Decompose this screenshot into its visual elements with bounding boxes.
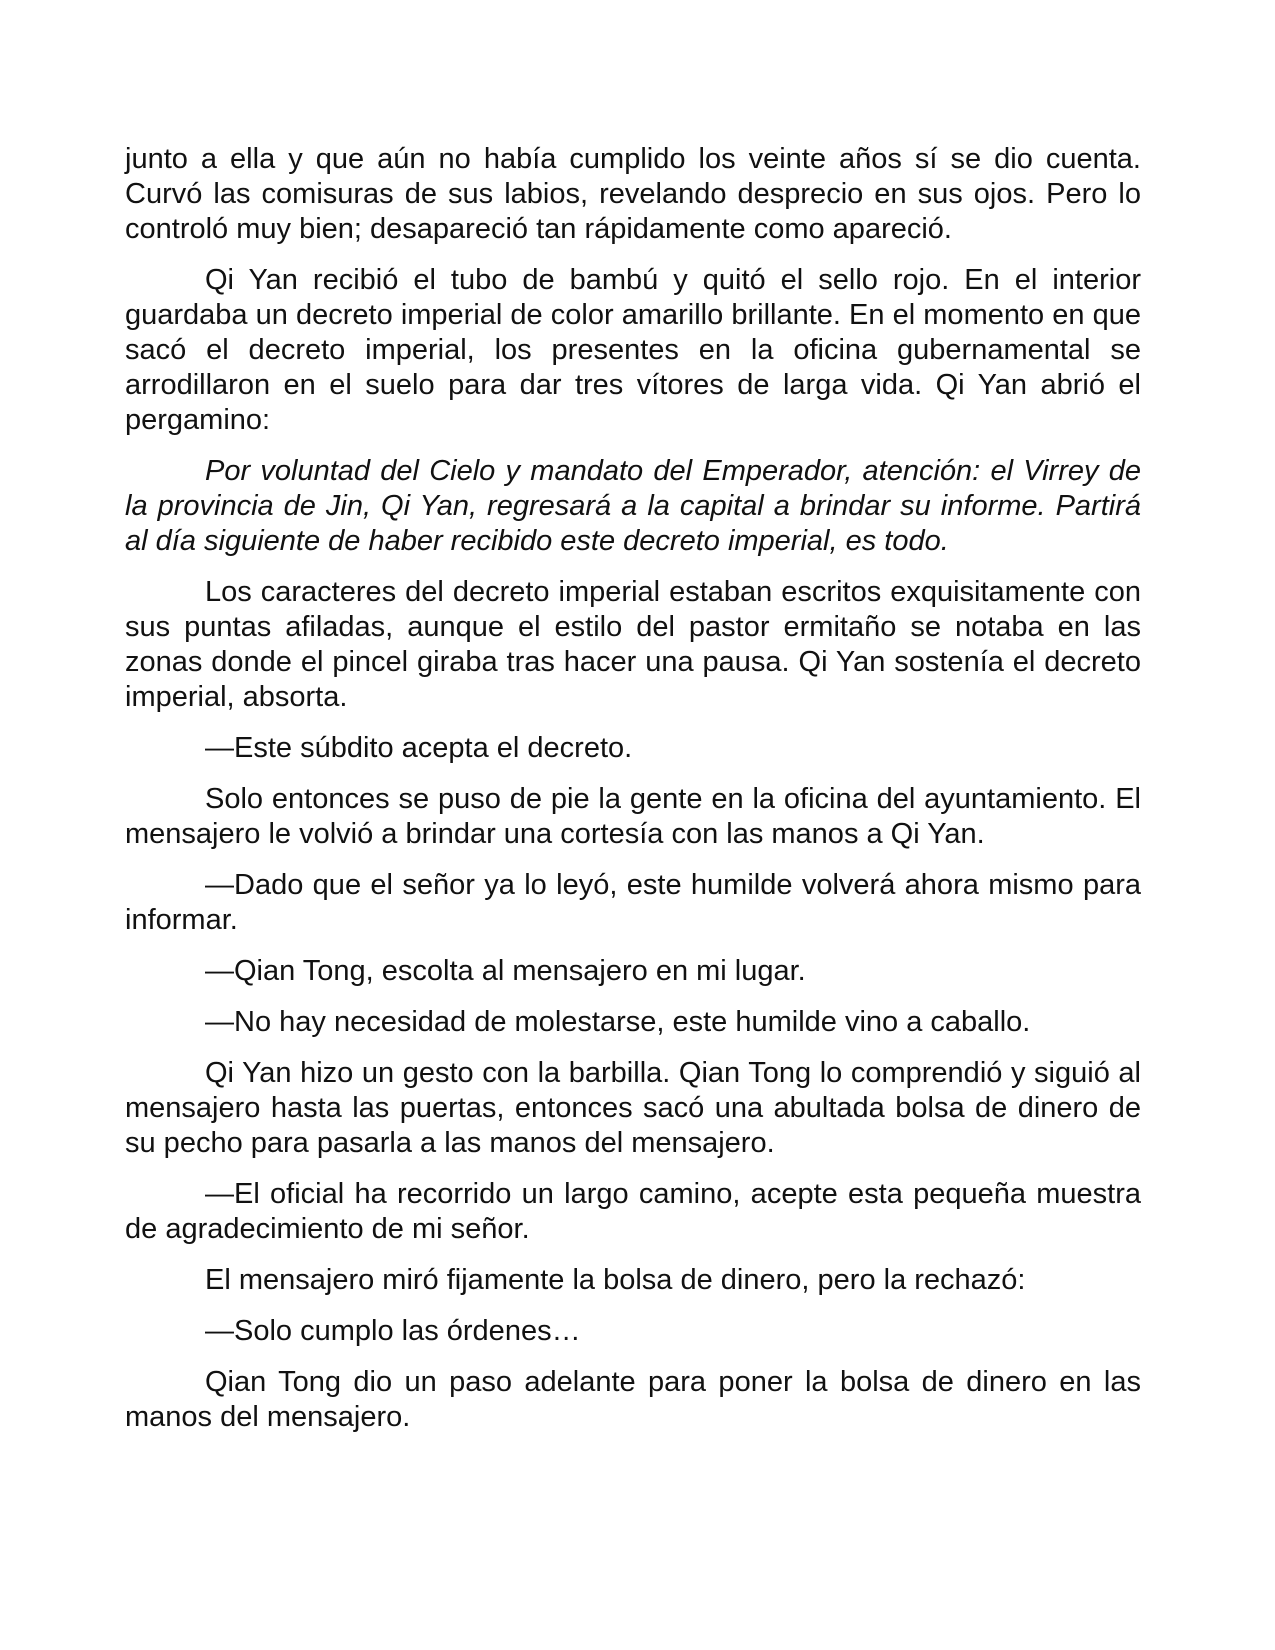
dialogue-line: —Este súbdito acepta el decreto. xyxy=(205,732,633,764)
paragraph-14: Qian Tong dio un paso adelante para poner la bolsa de dinero en las manos del mensajero. xyxy=(125,1366,1141,1433)
paragraph-12: El mensajero miró fijamente la bolsa de dinero, pero la rechazó: xyxy=(205,1264,1026,1296)
paragraph-4: Los caracteres del decreto imperial estaban escritos exquisitamente con sus puntas afiladas, aunque el estilo del pastor ermitaño se notaba en las zonas donde el pincel giraba tras hacer una pausa. Qi Yan sostenía el decreto imperial, absorta. xyxy=(125,576,1141,713)
paragraph-10: Qi Yan hizo un gesto con la barbilla. Qian Tong lo comprendió y siguió al mensajero hasta las puertas, entonces sacó una abultada bolsa de dinero de su pecho para pasarla a las manos del mensajero. xyxy=(125,1057,1141,1159)
document-page xyxy=(125,142,1141,1451)
paragraph-2: Qi Yan recibió el tubo de bambú y quitó el sello rojo. En el interior guardaba un decreto imperial de color amarillo brillante. En el momento en que sacó el decreto imperial, los presentes en la oficina gubernamental se arrodillaron en el suelo para dar tres vítores de larga vida. Qi Yan abrió el pergamino: xyxy=(125,264,1141,436)
decree-text: Por voluntad del Cielo y mandato del Emperador, atención: el Virrey de la provincia de Jin, Qi Yan, regresará a la capital a brindar su informe. Partirá al día siguiente de haber recibido este decreto imperial, es todo. xyxy=(125,455,1141,557)
dialogue-line: —No hay necesidad de molestarse, este humilde vino a caballo. xyxy=(205,1006,1031,1038)
dialogue-line: —Solo cumplo las órdenes… xyxy=(205,1315,581,1347)
dialogue-line: —El oficial ha recorrido un largo camino, acepte esta pequeña muestra de agradecimiento de mi señor. xyxy=(125,1178,1141,1245)
dialogue-line: —Qian Tong, escolta al mensajero en mi lugar. xyxy=(205,955,806,987)
dialogue-line: —Dado que el señor ya lo leyó, este humilde volverá ahora mismo para informar. xyxy=(125,869,1141,936)
paragraph-1: junto a ella y que aún no había cumplido los veinte años sí se dio cuenta. Curvó las comisuras de sus labios, revelando desprecio en sus ojos. Pero lo controló muy bien; desapareció tan rápidamente como apareció. xyxy=(125,143,1141,245)
paragraph-6: Solo entonces se puso de pie la gente en la oficina del ayuntamiento. El mensajero le volvió a brindar una cortesía con las manos a Qi Yan. xyxy=(125,783,1141,850)
